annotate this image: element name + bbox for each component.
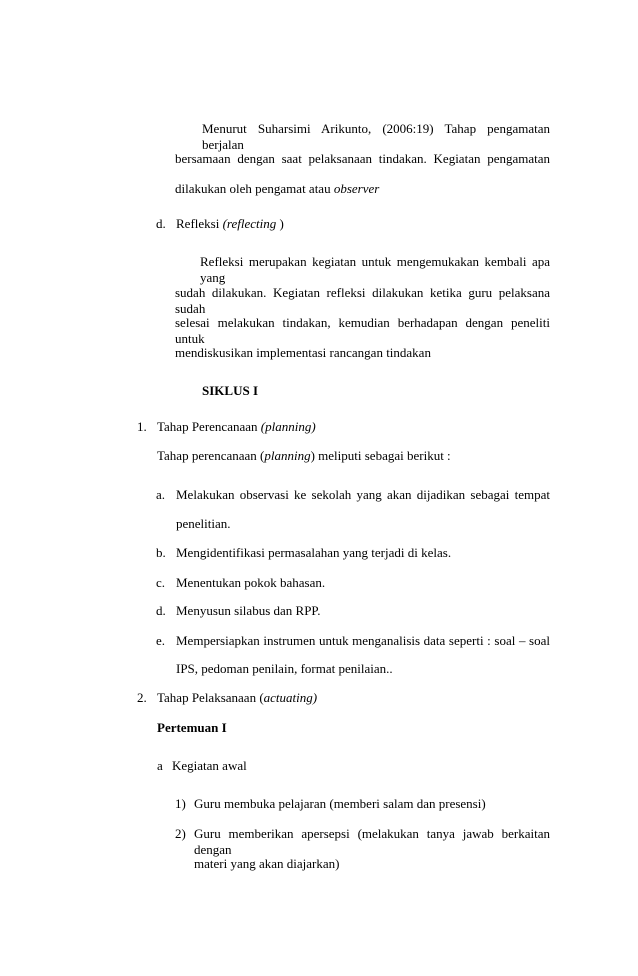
list-marker: b.	[156, 545, 166, 560]
meeting-heading: Pertemuan I	[157, 720, 227, 735]
list-marker: a.	[156, 487, 166, 502]
subsection-heading: Kegiatan awal	[172, 758, 247, 773]
paragraph-text: sudah dilakukan. Kegiatan refleksi dilakukan ketika guru pelaksana sudah	[175, 285, 550, 316]
list-marker: e.	[156, 633, 166, 648]
list-item: Mengidentifikasi permasalahan yang terjadi di kelas.	[176, 545, 452, 560]
paragraph-text: dilakukan oleh pengamat atau observer	[175, 181, 380, 196]
list-marker: c.	[156, 575, 166, 590]
section-heading: Tahap Pelaksanaan (actuating)	[157, 690, 318, 705]
list-marker: d.	[156, 216, 166, 231]
paragraph-text: mendiskusikan implementasi rancangan tindakan	[175, 345, 431, 360]
list-item: Mempersiapkan instrumen untuk menganalisis data seperti : soal – soal	[176, 633, 550, 648]
list-item-continuation: penelitian.	[176, 516, 231, 531]
paragraph-text: Refleksi merupakan kegiatan untuk mengemukakan kembali apa yang	[200, 254, 550, 285]
paragraph-text: bersamaan dengan saat pelaksanaan tindakan. Kegiatan pengamatan	[175, 151, 550, 166]
list-item: Guru membuka pelajaran (memberi salam dan presensi)	[194, 796, 486, 811]
list-marker: d.	[156, 603, 166, 618]
list-item: Guru memberikan apersepsi (melakukan tanya jawab berkaitan dengan	[194, 826, 550, 857]
list-item: Melakukan observasi ke sekolah yang akan dijadikan sebagai tempat	[176, 487, 550, 502]
list-marker: 1)	[175, 796, 186, 811]
list-item: Menyusun silabus dan RPP.	[176, 603, 321, 618]
list-item-continuation: IPS, pedoman penilain, format penilaian..	[176, 661, 393, 676]
paragraph-text: Tahap perencanaan (planning) meliputi sebagai berikut :	[157, 448, 451, 463]
paragraph-text: selesai melakukan tindakan, kemudian berhadapan dengan peneliti untuk	[175, 315, 550, 346]
list-marker: 1.	[137, 419, 147, 434]
list-marker: a	[157, 758, 163, 773]
list-item: Menentukan pokok bahasan.	[176, 575, 326, 590]
section-heading: Refleksi (reflecting )	[176, 216, 284, 231]
section-heading: Tahap Perencanaan (planning)	[157, 419, 316, 434]
list-marker: 2.	[137, 690, 147, 705]
paragraph-text: Menurut Suharsimi Arikunto, (2006:19) Tahap pengamatan berjalan	[202, 121, 550, 152]
list-marker: 2)	[175, 826, 186, 841]
cycle-heading: SIKLUS I	[202, 383, 258, 398]
list-item-continuation: materi yang akan diajarkan)	[194, 856, 340, 871]
